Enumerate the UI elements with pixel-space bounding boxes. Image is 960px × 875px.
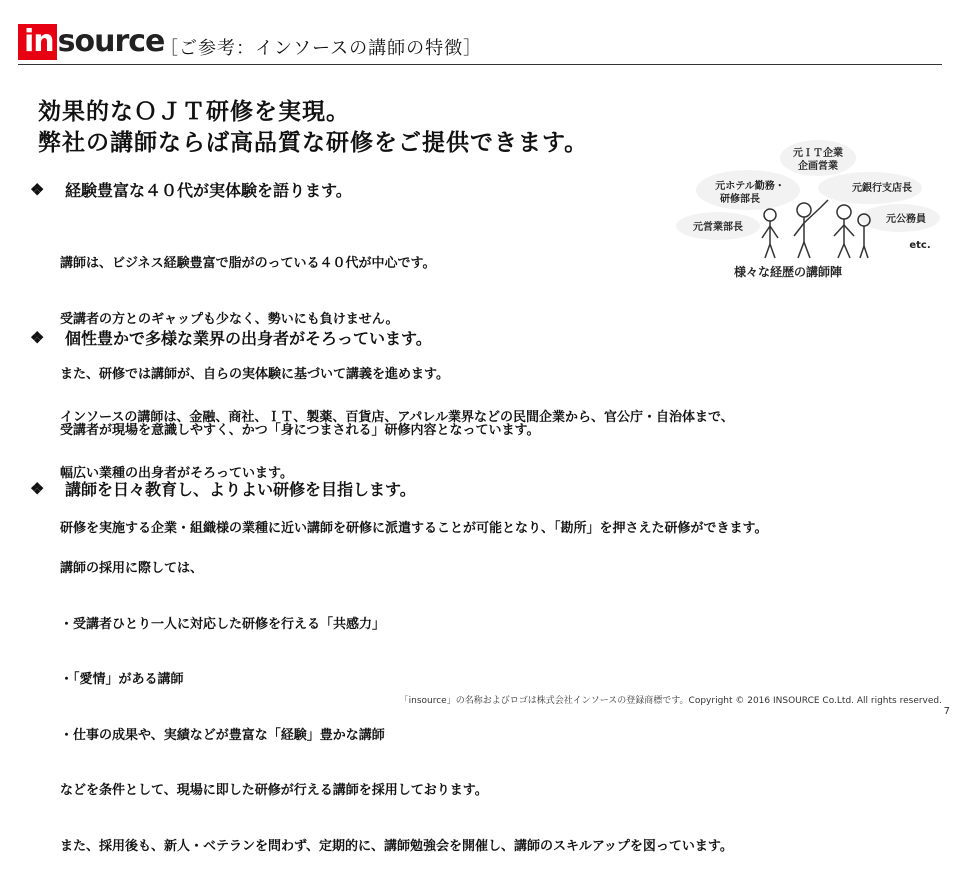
copyright-footer: 「insource」の名称およびロゴは株式会社インソースの登録商標です。Copyright © 2016 INSOURCE Co.Ltd. All rights reserved. xyxy=(399,696,942,706)
figure-head xyxy=(764,209,776,221)
illustration-caption: 様々な経歴の講師陣 xyxy=(733,265,843,279)
header-divider xyxy=(18,64,942,65)
section-2-line: インソースの講師は、金融、商社、ＩＴ、製薬、百貨店、アパレル業界などの民間企業から、官公庁・自治体まで、 xyxy=(60,410,734,425)
instructor-figures xyxy=(762,200,870,258)
section-3-heading: 講師を日々教育し、よりよい研修を目指します。 xyxy=(65,480,416,499)
section-1-line: 受講者の方とのギャップも少なく、勢いにも負けません。 xyxy=(60,311,399,327)
headline xyxy=(38,96,588,158)
diamond-bullet-icon: ❖ xyxy=(30,479,45,498)
section-2-heading: 個性豊かで多様な業界の出身者がそろっています。 xyxy=(65,329,432,348)
headline-line-2: 弊社の講師ならば高品質な研修をご提供できます。 xyxy=(38,129,589,156)
pointer-stick xyxy=(820,200,828,208)
diamond-bullet-icon: ❖ xyxy=(30,328,45,347)
label-planning-sales: 企画営業 xyxy=(798,161,838,172)
section-1-line: 講師は、ビジネス経験豊富で脂がのっている４０代が中心です。 xyxy=(60,256,436,271)
label-sales-manager: 元営業部長 xyxy=(693,222,743,233)
section-3-line: ・「愛情」がある講師 xyxy=(60,672,184,687)
section-1-title xyxy=(30,178,352,201)
diamond-bullet-icon: ❖ xyxy=(30,180,45,199)
label-bank-branch: 元銀行支店長 xyxy=(852,183,912,194)
page-number: 7 xyxy=(943,706,950,717)
section-1-line: 受講者が現場を意識しやすく、かつ「身につまされる」研修内容となっています。 xyxy=(60,422,540,438)
page-title: ［ご参考：インソースの講師の特徴］ xyxy=(160,38,483,59)
section-3-title xyxy=(30,477,416,500)
section-3-line: また、採用後も、新人・ベテランを問わず、定期的に、講師勉強会を開催し、講師のスキルアップを図っています。 xyxy=(60,838,733,854)
headline-line-1: 効果的なＯＪＴ研修を実現。 xyxy=(38,98,350,125)
section-1-heading: 経験豊富な４０代が実体験を語ります。 xyxy=(65,181,352,200)
instructor-illustration xyxy=(670,138,950,286)
logo-source: source xyxy=(57,24,165,59)
section-2-line: 幅広い業種の出身者がそろっています。 xyxy=(60,465,293,481)
section-1-line: また、研修では講師が、自らの実体験に基づいて講義を進めます。 xyxy=(60,367,449,382)
section-2-title xyxy=(30,326,432,349)
insource-logo xyxy=(18,24,164,60)
section-2-line: 研修を実施する企業・組織様の業種に近い講師を研修に派遣することが可能となり、「勘所」を押さえた研修ができます。 xyxy=(60,521,768,536)
label-training-manager: 研修部長 xyxy=(720,194,760,205)
label-etc: etc. xyxy=(909,240,931,251)
logo-in: in xyxy=(18,24,57,60)
label-it-company: 元ＩＴ企業 xyxy=(793,148,843,159)
section-3-line: などを条件として、現場に即した研修が行える講師を採用しております。 xyxy=(60,783,488,798)
section-3-line: ・仕事の成果や、実績などが豊富な「経験」豊かな講師 xyxy=(60,727,385,743)
label-hotel: 元ホテル勤務・ xyxy=(715,181,785,192)
label-civil-servant: 元公務員 xyxy=(886,214,926,225)
section-3-line: ・受講者ひとり一人に対応した研修を行える「共感力」 xyxy=(60,616,386,632)
figure-head xyxy=(837,205,851,219)
figure-head xyxy=(797,203,811,217)
section-3-line: 講師の採用に際しては、 xyxy=(60,561,204,576)
